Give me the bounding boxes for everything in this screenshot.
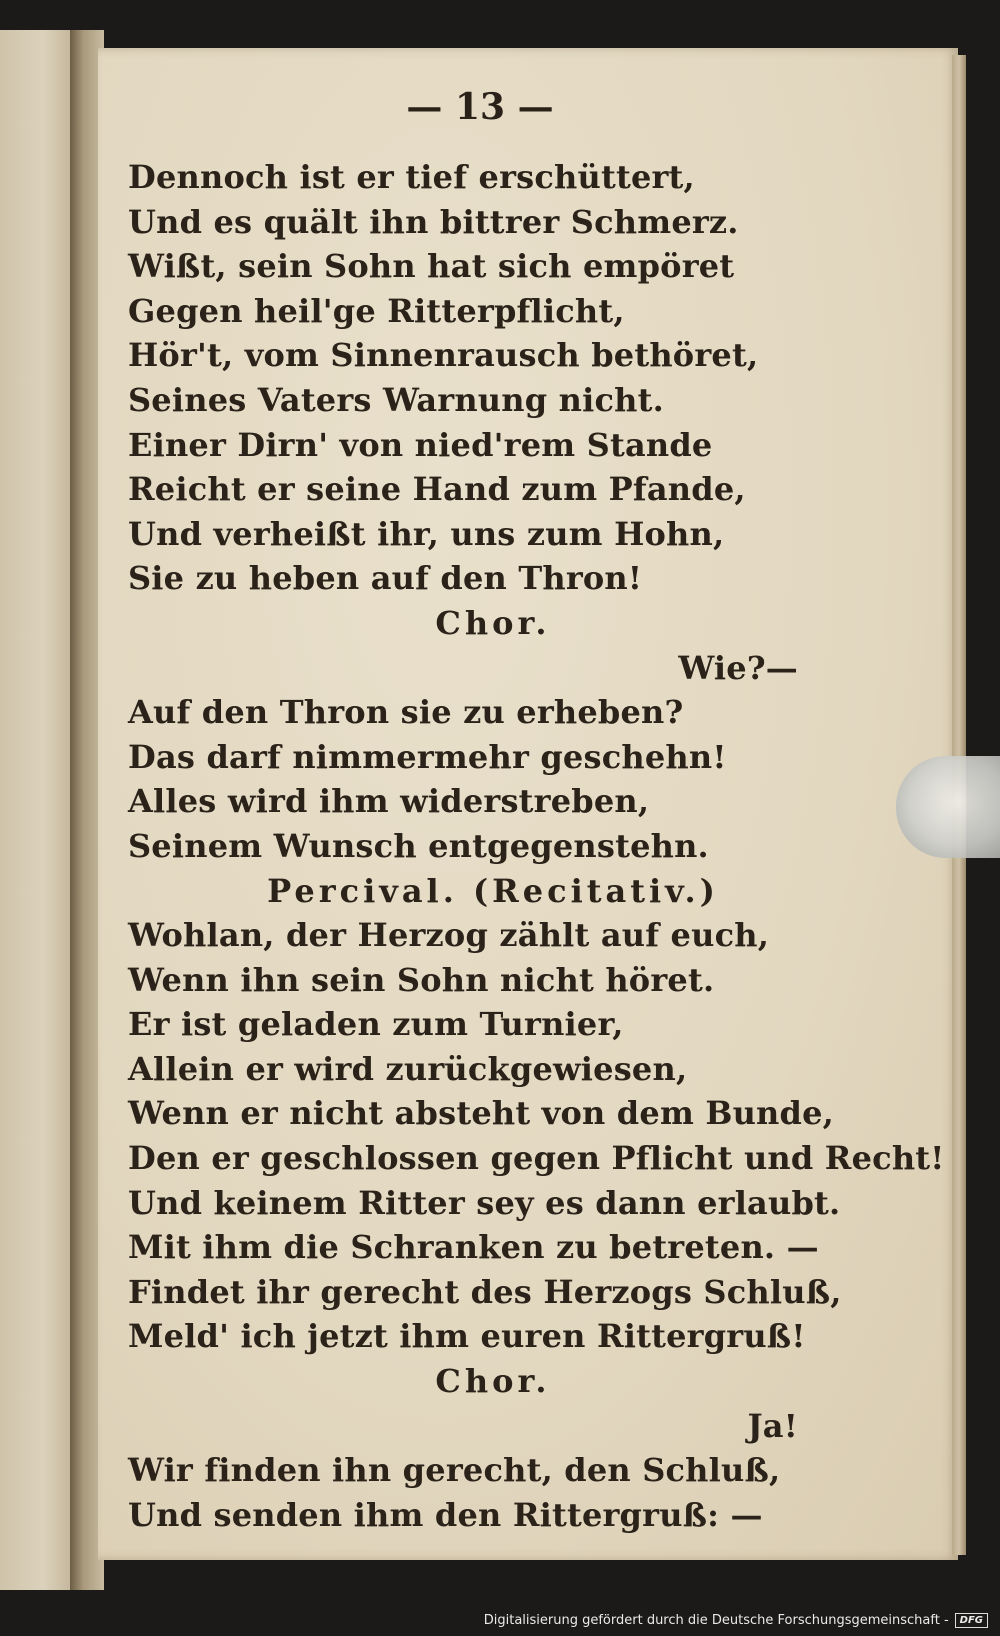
text-line: Hör't, vom Sinnenrausch bethöret, [128, 336, 759, 375]
text-line: Und verheißt ihr, uns zum Hohn, [128, 514, 725, 553]
speaker-heading: Chor. [435, 1362, 551, 1401]
text-line: Auf den Thron sie zu erheben? [128, 693, 684, 732]
text-line: Wenn er nicht absteht von dem Bunde, [128, 1094, 834, 1133]
text-line: Gegen heil'ge Ritterpflicht, [128, 291, 625, 330]
page-clip [896, 756, 1000, 858]
page-number: — 13 — [406, 86, 554, 128]
text-line: Einer Dirn' von nied'rem Stande [128, 425, 713, 464]
text-line: Wenn ihn sein Sohn nicht höret. [128, 960, 715, 999]
text-line: Meld' ich jetzt ihm euren Rittergruß! [128, 1317, 806, 1356]
text-line: Und keinem Ritter sey es dann erlaubt. [128, 1183, 841, 1222]
text-line: Reicht er seine Hand zum Pfande, [128, 470, 746, 509]
left-page-margin [0, 30, 81, 1590]
digitization-footer [484, 1613, 988, 1628]
speaker-heading: Percival. (Recitativ.) [267, 871, 719, 910]
text-line: Seines Vaters Warnung nicht. [128, 380, 664, 419]
chorus-response: Wie?— [678, 648, 798, 687]
text-line: Mit ihm die Schranken zu betreten. — [128, 1228, 819, 1267]
libretto-text [128, 155, 945, 1537]
text-line: Das darf nimmermehr geschehn! [128, 737, 727, 776]
dfg-logo: DFG [955, 1613, 988, 1628]
text-line: Dennoch ist er tief erschüttert, [128, 158, 695, 196]
funding-credit: Digitalisierung gefördert durch die Deutsche Forschungsgemeinschaft - [483, 1613, 949, 1628]
text-line: Allein er wird zurückgewiesen, [128, 1049, 688, 1088]
text-line: Findet ihr gerecht des Herzogs Schluß, [128, 1272, 842, 1311]
text-line: Seinem Wunsch entgegenstehn. [128, 826, 709, 865]
text-line: Er ist geladen zum Turnier, [128, 1005, 624, 1044]
text-line: Den er geschlossen gegen Pflicht und Recht! [128, 1139, 945, 1178]
text-line: Wißt, sein Sohn hat sich empöret [128, 247, 735, 286]
chorus-response: Ja! [747, 1406, 798, 1445]
text-line: Und es quält ihn bittrer Schmerz. [128, 202, 739, 241]
text-line: Sie zu heben auf den Thron! [128, 559, 643, 598]
text-line: Wir finden ihn gerecht, den Schluß, [128, 1451, 781, 1490]
text-line: Wohlan, der Herzog zählt auf euch, [128, 916, 770, 955]
text-line: Und senden ihm den Rittergruß: — [128, 1495, 763, 1534]
speaker-heading: Chor. [435, 603, 551, 642]
text-line: Alles wird ihm widerstreben, [128, 782, 650, 821]
